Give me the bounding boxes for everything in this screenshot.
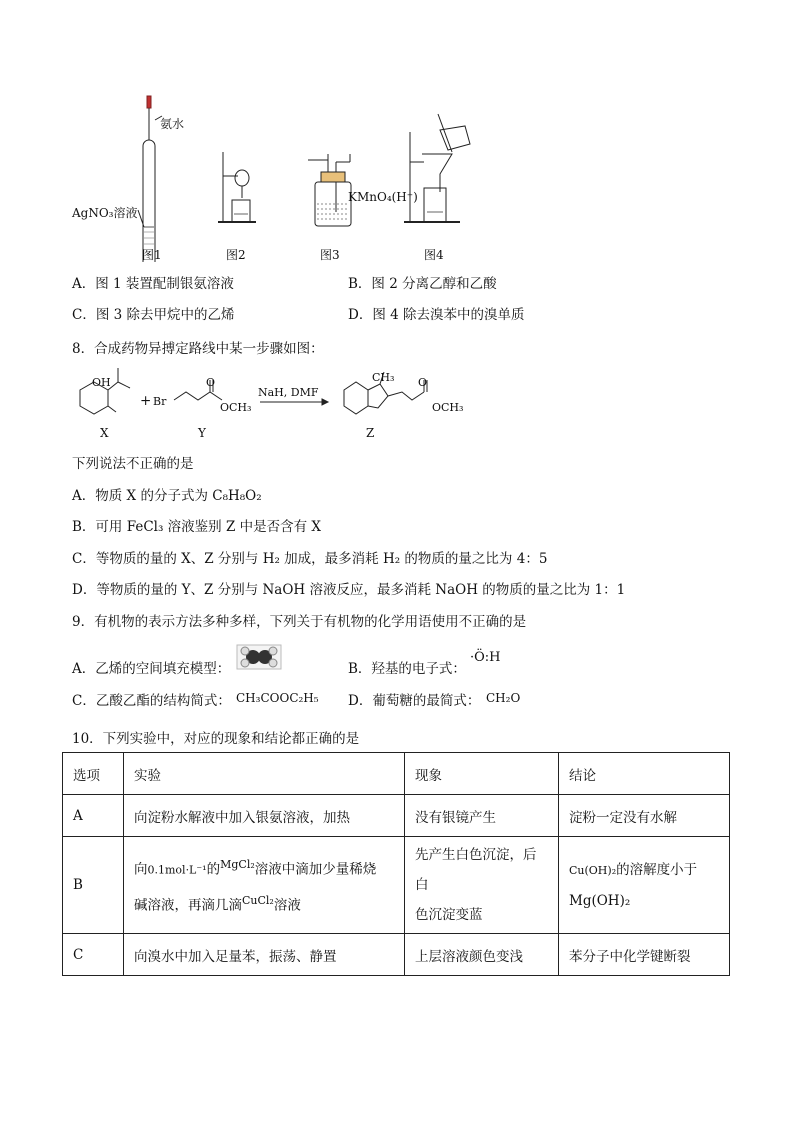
fig2-caption: 图2 [226, 248, 246, 262]
fig2-separatory-funnel [218, 152, 256, 222]
row-c-phenomenon: 上层溶液颜色变浅 [405, 934, 559, 976]
z-furan-ring [368, 384, 388, 408]
q8-x-oh: OH [92, 376, 111, 389]
q8-y-och3: OCH₃ [220, 401, 252, 414]
row-c-experiment: 向溴水中加入足量苯，振荡、静置 [124, 934, 405, 976]
ethylene-space-filling-model-icon [236, 644, 282, 670]
row-b-phenomenon: 先产生白色沉淀，后白 色沉淀变蓝 [405, 837, 559, 934]
row-c-option: C [63, 934, 124, 976]
fig1-label-ammonia: 氨水 [160, 117, 185, 131]
header-experiment: 实验 [124, 753, 405, 795]
q7-option-b: B．图 2 分离乙醇和乙酸 [348, 276, 497, 292]
row-b-conclusion: Cu(OH)₂的溶解度小于 Mg(OH)₂ [559, 837, 730, 934]
row-a-option: A [63, 795, 124, 837]
q9-glucose-formula: CH₂O [486, 691, 521, 705]
q9-option-d: D．葡萄糖的最简式： [348, 693, 481, 709]
q7-option-a: A．图 1 装置配制银氨溶液 [72, 276, 234, 292]
q8-option-c: C．等物质的量的 X、Z 分别与 H₂ 加成，最多消耗 H₂ 的物质的量之比为 4：5 [72, 551, 548, 567]
fig3-gas-washing-bottle [308, 154, 351, 226]
header-conclusion: 结论 [559, 753, 730, 795]
fig3-caption: 图3 [320, 248, 340, 262]
q8-label-y: Y [198, 426, 206, 440]
row-a-experiment: 向淀粉水解液中加入银氨溶液，加热 [124, 795, 405, 837]
row-c-conclusion: 苯分子中化学键断裂 [559, 934, 730, 976]
q7-apparatus-figures [60, 92, 500, 262]
y-chain [174, 392, 222, 400]
row-b-experiment: 向0.1mol·L⁻¹的$^{MgCl_2}$溶液中滴加少量稀烧 碱溶液，再滴几滴$^{CuCl_2}$溶液 [124, 837, 405, 934]
header-phenomenon: 现象 [405, 753, 559, 795]
table-row [63, 795, 730, 837]
q8-plus: + [140, 393, 152, 409]
q8-reagent: NaH, DMF [258, 386, 319, 399]
q7-option-d: D．图 4 除去溴苯中的溴单质 [348, 307, 525, 323]
table-row [63, 837, 730, 934]
q8-option-b: B．可用 FeCl₃ 溶液鉴别 Z 中是否含有 X [72, 519, 322, 535]
q7-option-c: C．图 3 除去甲烷中的乙烯 [72, 307, 235, 323]
header-option: 选项 [63, 753, 124, 795]
q8-y-o: O [206, 376, 216, 389]
q8-z-ch3: CH₃ [372, 371, 395, 384]
q8-z-och3: OCH₃ [432, 401, 464, 414]
q8-label-x: X [100, 426, 109, 440]
fig4-caption: 图4 [424, 248, 444, 262]
q9-hydroxyl-electron-formula: ·Ö:H [470, 650, 501, 665]
z-benzene-ring [344, 382, 368, 414]
fig1-label-agno3: AgNO₃溶液 [72, 206, 138, 220]
q10-stem: 10．下列实验中，对应的现象和结论都正确的是 [72, 731, 360, 747]
q9-option-b: B．羟基的电子式： [348, 661, 466, 677]
q10-table [62, 752, 730, 976]
table-header-row [63, 753, 730, 795]
fig3-label-kmno4: KMnO₄(H⁺) [348, 190, 418, 204]
q8-option-a: A．物质 X 的分子式为 C₈H₈O₂ [72, 488, 262, 504]
row-a-conclusion: 淀粉一定没有水解 [559, 795, 730, 837]
q8-option-d: D．等物质的量的 Y、Z 分别与 NaOH 溶液反应，最多消耗 NaOH 的物质的量之比为 1：1 [72, 582, 626, 598]
table-row [63, 934, 730, 976]
row-a-phenomenon: 没有银镜产生 [405, 795, 559, 837]
q8-z-o: O [418, 376, 428, 389]
q9-option-c: C．乙酸乙酯的结构简式： [72, 693, 231, 709]
q8-stem: 8．合成药物异搏定路线中某一步骤如图： [72, 341, 324, 357]
q9-ethyl-acetate-formula: CH₃COOC₂H₅ [236, 691, 319, 705]
fig1-test-tube-dropper [138, 96, 162, 262]
fig4-filtration-setup [404, 114, 470, 222]
q9-option-a: A．乙烯的空间填充模型： [72, 661, 231, 677]
q8-label-z: Z [366, 426, 375, 440]
fig1-caption: 图1 [142, 248, 162, 262]
q9-stem: 9．有机物的表示方法多种多样，下列关于有机物的化学用语使用不正确的是 [72, 614, 527, 630]
q8-question: 下列说法不正确的是 [72, 456, 194, 472]
q8-y-br: Br [153, 395, 167, 408]
row-b-option: B [63, 837, 124, 934]
